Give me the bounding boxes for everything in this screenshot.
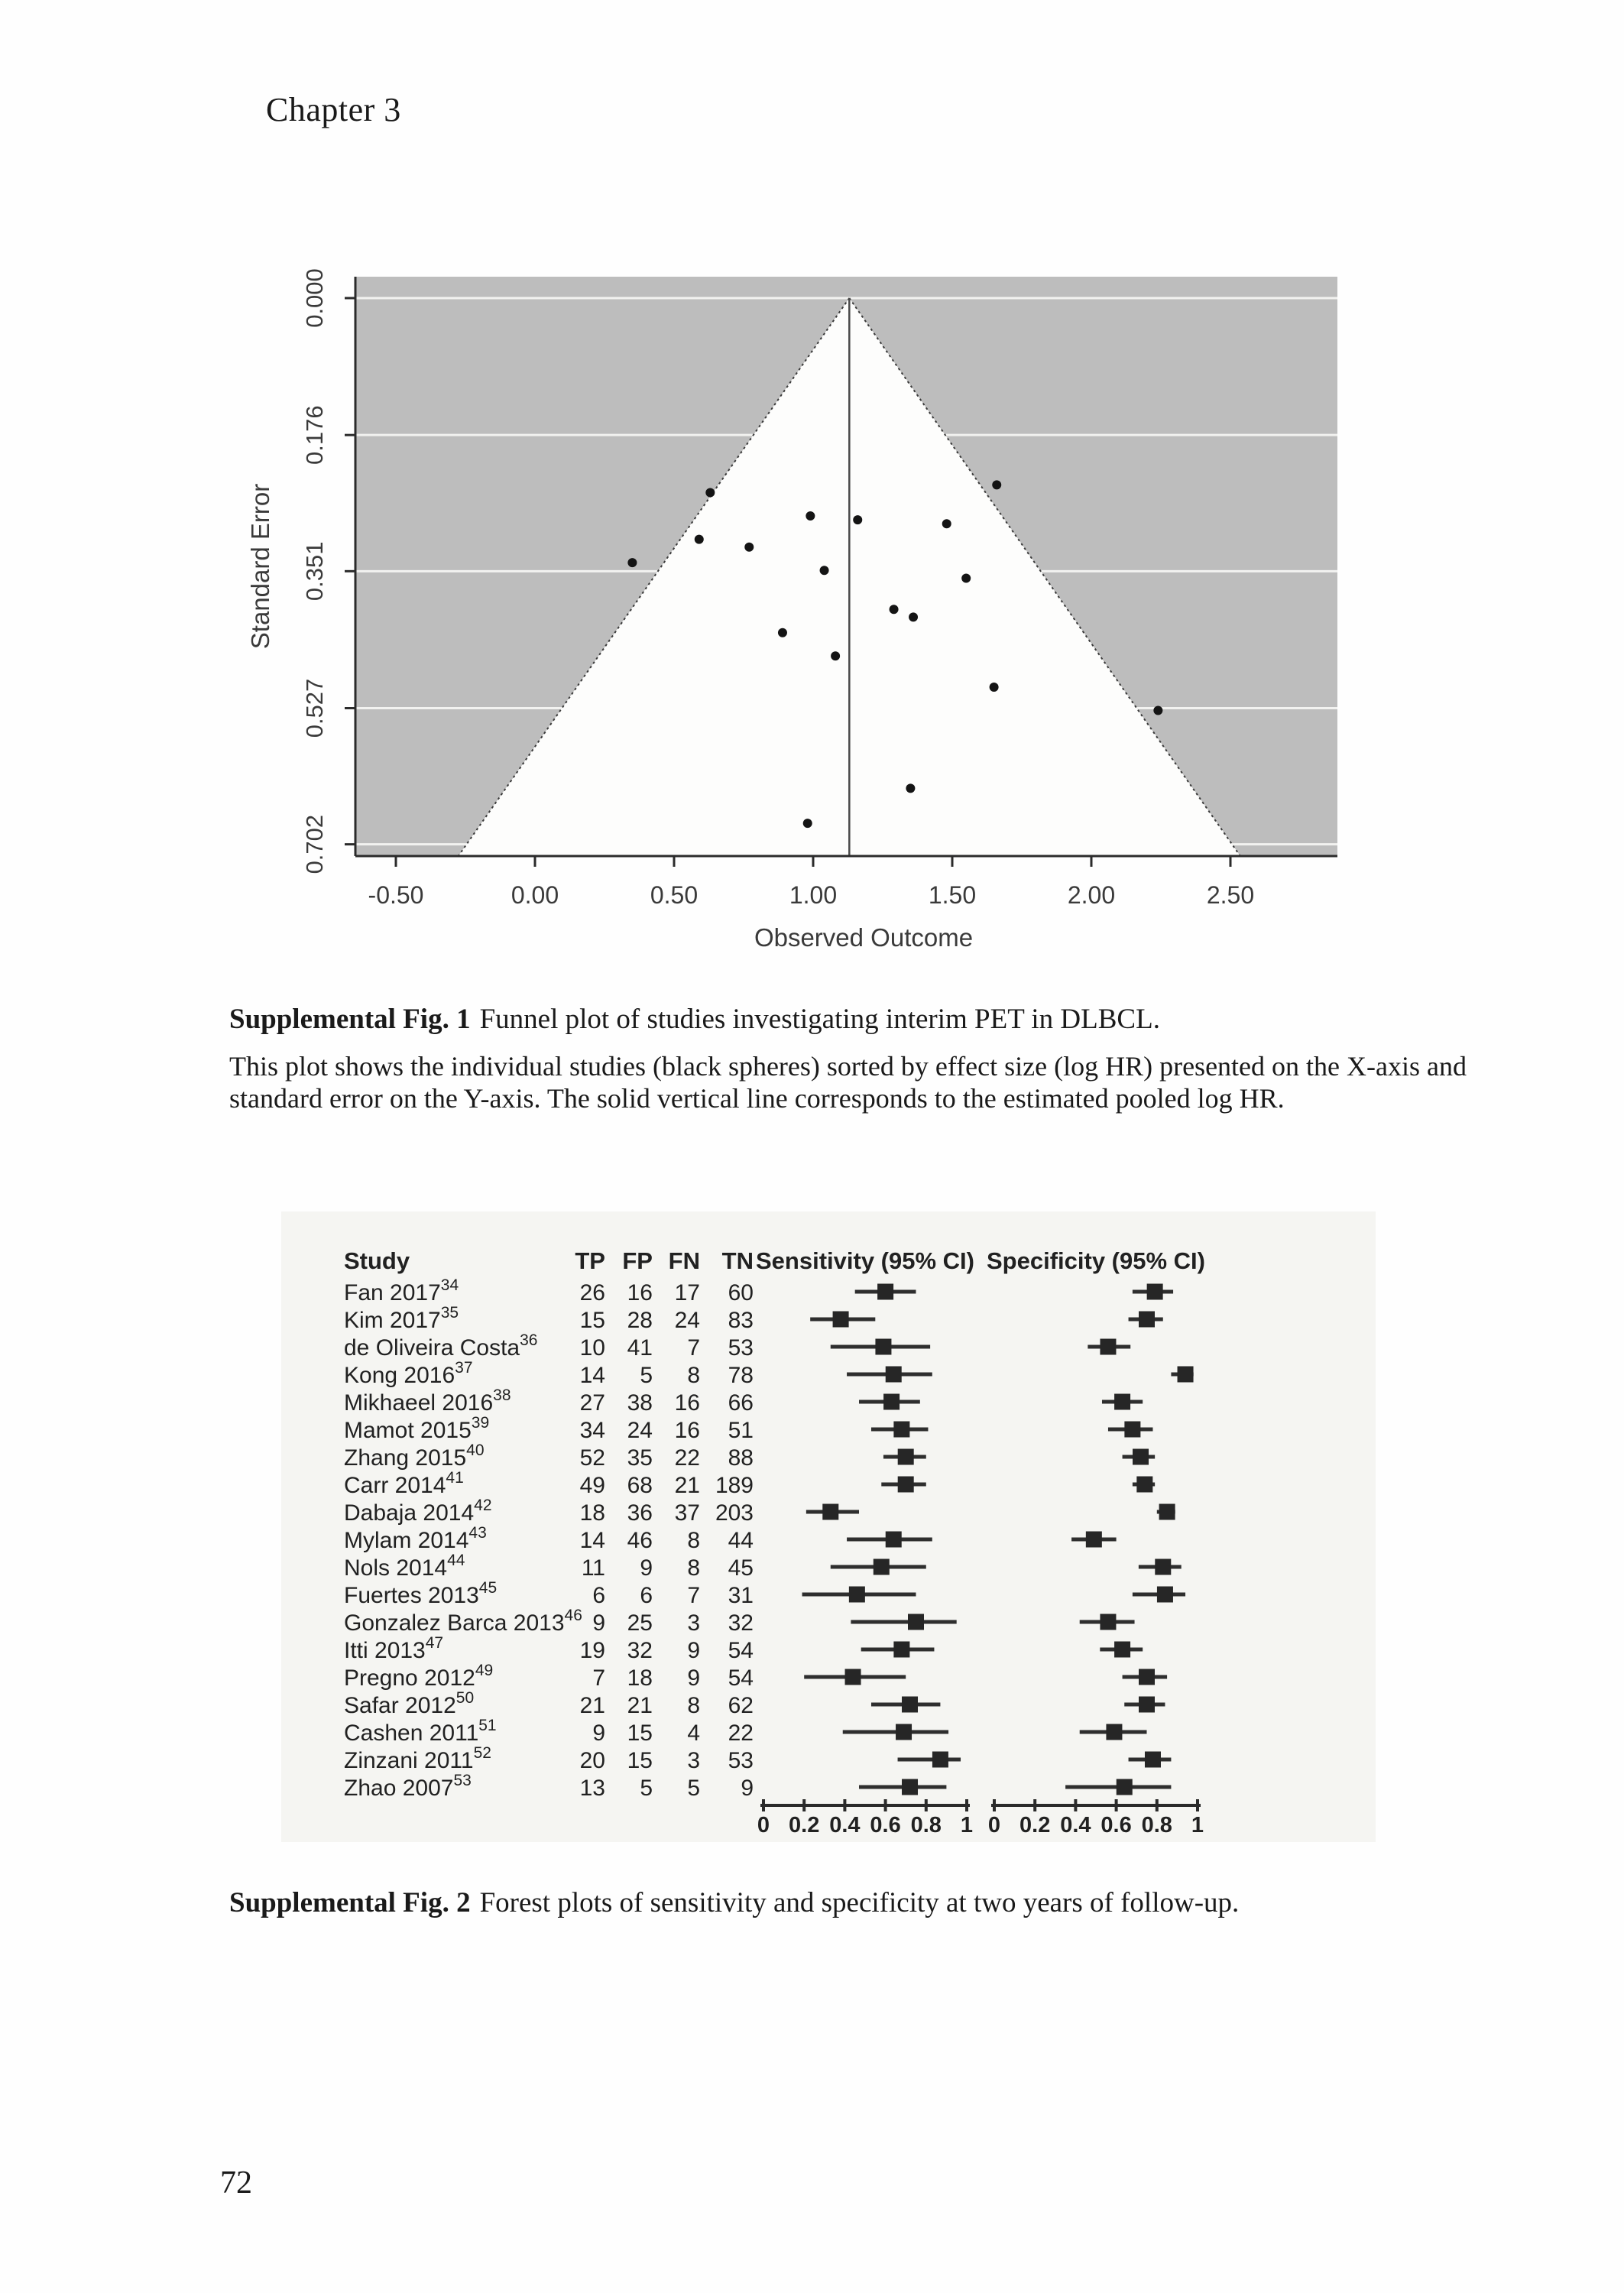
y-tick-label: 0.000 [301,268,328,328]
study-ref-superscript: 38 [493,1387,511,1404]
study-name: Pregno 2012$^{49}$ [344,1662,494,1691]
specificity-axis-tick-label: 0.6 [1100,1813,1132,1837]
specificity-axis-tick-label: 0.8 [1141,1813,1172,1837]
fn-value: 8 [687,1693,700,1718]
column-header-fp: FP [622,1247,653,1274]
study-ref-superscript: 39 [471,1414,490,1432]
study-ref-superscript: 42 [474,1497,492,1514]
specificity-point-estimate [1100,1339,1116,1355]
fig1-caption [229,1003,1490,1036]
specificity-axis-tick-label: 0.2 [1019,1813,1051,1837]
y-tick-label: 0.702 [301,814,328,874]
tp-value: 27 [579,1390,605,1416]
tn-value: 32 [728,1610,754,1636]
x-tick-label: 0.00 [511,881,559,909]
sensitivity-point-estimate [896,1724,912,1740]
study-ref-superscript: 46 [564,1607,582,1624]
fn-value: 3 [687,1748,700,1773]
fig1-description: This plot shows the individual studies (black spheres) sorted by effect size (log HR) presented on the X-axis and standard error on the Y-axis. The solid vertical line corresponds to the estimated pooled log HR. [229,1051,1467,1114]
sensitivity-point-estimate [902,1779,918,1795]
column-header-tp: TP [575,1247,605,1274]
study-ref-superscript: 50 [455,1689,475,1707]
fn-value: 9 [687,1665,700,1691]
fn-value: 21 [674,1473,700,1498]
tp-value: 9 [592,1721,605,1746]
study-point [890,605,899,614]
study-name: Zhang 2015$^{40}$ [344,1442,485,1471]
sensitivity-point-estimate [849,1587,865,1603]
sensitivity-point-estimate [932,1752,948,1768]
study-name: Fuertes 2013$^{45}$ [344,1579,498,1608]
study-name: Kim 2017$^{35}$ [344,1304,459,1333]
study-ref-superscript: 44 [447,1552,465,1569]
fp-value: 35 [627,1445,653,1471]
sensitivity-point-estimate [886,1367,902,1383]
fp-value: 68 [627,1473,653,1498]
sensitivity-point-estimate [902,1697,918,1713]
study-ref-superscript: 51 [478,1717,497,1734]
tn-value: 53 [728,1335,754,1361]
fp-value: 28 [627,1308,653,1333]
fp-value: 38 [627,1390,653,1416]
sensitivity-axis-tick-label: 0.6 [870,1813,901,1837]
study-name: Mylam 2014$^{43}$ [344,1524,487,1553]
tn-value: 203 [715,1500,754,1526]
study-ref-superscript: 37 [455,1359,473,1377]
study-point [695,535,704,544]
study-point [942,519,951,528]
tp-value: 6 [592,1583,605,1608]
specificity-point-estimate [1100,1614,1116,1630]
study-ref-superscript: 47 [425,1634,444,1652]
study-name: Fan 2017$^{34}$ [344,1276,459,1305]
study-ref-superscript: 40 [466,1442,485,1459]
fp-value: 6 [640,1583,653,1608]
fp-value: 25 [627,1610,653,1636]
column-header-study: Study [344,1247,410,1274]
fn-value: 16 [674,1390,700,1416]
fp-value: 5 [640,1776,653,1801]
tn-value: 54 [728,1665,754,1691]
study-point [803,819,812,828]
fig1-caption-label: Supplemental Fig. 1 [229,1004,471,1035]
specificity-point-estimate [1114,1394,1130,1410]
specificity-point-estimate [1133,1449,1149,1465]
y-tick-label: 0.176 [301,405,328,465]
tn-value: 22 [728,1721,754,1746]
study-ref-superscript: 49 [475,1662,494,1679]
x-tick-label: 1.50 [928,881,977,909]
study-name: de Oliveira Costa$^{36}$ [344,1331,538,1361]
fn-value: 3 [687,1610,700,1636]
page-number: 72 [220,2165,252,2201]
study-point [909,612,918,621]
y-tick-label: 0.527 [301,678,328,738]
fn-value: 16 [674,1418,700,1443]
sensitivity-point-estimate [874,1559,890,1575]
fn-value: 9 [687,1638,700,1663]
tp-value: 49 [579,1473,605,1498]
study-name: Itti 2013$^{47}$ [344,1634,444,1663]
fn-value: 37 [674,1500,700,1526]
y-tick-label: 0.351 [301,541,328,602]
fp-value: 5 [640,1363,653,1388]
chapter-heading: Chapter 3 [266,91,401,128]
sensitivity-point-estimate [898,1449,914,1465]
specificity-axis-tick-label: 0 [987,1813,1001,1837]
fp-value: 32 [627,1638,653,1663]
study-name: Carr 2014$^{41}$ [344,1469,464,1498]
fp-value: 9 [640,1555,653,1581]
fp-value: 24 [627,1418,653,1443]
study-point [806,511,815,521]
study-ref-superscript: 41 [446,1469,464,1487]
fn-value: 8 [687,1555,700,1581]
fn-value: 17 [674,1280,700,1305]
tp-value: 34 [579,1418,605,1443]
tn-value: 189 [715,1473,754,1498]
fp-value: 41 [627,1335,653,1361]
column-header-tn: TN [721,1247,754,1274]
fn-value: 7 [687,1335,700,1361]
fig2-caption-text: Forest plots of sensitivity and specificity at two years of follow-up. [479,1887,1240,1918]
study-name: Cashen 2011$^{51}$ [344,1717,497,1746]
specificity-point-estimate [1139,1312,1155,1328]
sensitivity-point-estimate [893,1422,909,1438]
fig2-panel [281,1211,1376,1842]
funnel-plot-figure [229,252,1391,978]
fn-value: 5 [687,1776,700,1801]
tn-value: 54 [728,1638,754,1663]
tn-value: 45 [728,1555,754,1581]
sensitivity-point-estimate [898,1477,914,1493]
fn-value: 4 [687,1721,700,1746]
fp-value: 18 [627,1665,653,1691]
tp-value: 19 [579,1638,605,1663]
study-ref-superscript: 53 [453,1772,472,1789]
sensitivity-axis-tick-label: 0 [757,1813,770,1837]
study-point [744,543,754,552]
study-name: Safar 2012$^{50}$ [344,1689,475,1718]
specificity-point-estimate [1157,1587,1173,1603]
tp-value: 15 [579,1308,605,1333]
fp-value: 15 [627,1748,653,1773]
specificity-axis-tick-label: 0.4 [1060,1813,1091,1837]
specificity-point-estimate [1106,1724,1122,1740]
tn-value: 31 [728,1583,754,1608]
tn-value: 88 [728,1445,754,1471]
specificity-point-estimate [1136,1477,1152,1493]
tp-value: 11 [581,1555,605,1581]
tp-value: 21 [579,1693,605,1718]
tn-value: 9 [741,1776,754,1801]
fn-value: 22 [674,1445,700,1471]
tn-value: 60 [728,1280,754,1305]
study-ref-superscript: 43 [468,1524,487,1542]
fig2-caption-label: Supplemental Fig. 2 [229,1887,471,1918]
fp-value: 16 [627,1280,653,1305]
specificity-point-estimate [1155,1559,1171,1575]
tp-value: 13 [579,1776,605,1801]
sensitivity-point-estimate [886,1532,902,1548]
fn-value: 24 [674,1308,700,1333]
study-ref-superscript: 35 [440,1304,459,1322]
specificity-point-estimate [1139,1669,1155,1685]
study-point [990,683,999,692]
sensitivity-point-estimate [893,1642,909,1658]
fig2-caption [229,1886,1528,1920]
study-point [705,488,715,498]
study-name: Dabaja 2014$^{42}$ [344,1497,492,1526]
column-header-fn: FN [668,1247,700,1274]
study-point [992,480,1001,489]
column-header-specificity: Specificity (95% CI) [987,1247,1205,1274]
study-point [906,783,915,793]
specificity-point-estimate [1147,1284,1163,1300]
study-name: Zinzani 2011$^{52}$ [344,1744,491,1773]
specificity-point-estimate [1145,1752,1161,1768]
study-point [627,558,637,567]
x-tick-label: 2.00 [1067,881,1116,909]
study-name: Zhao 2007$^{53}$ [344,1772,472,1801]
tn-value: 83 [728,1308,754,1333]
tp-value: 7 [592,1665,605,1691]
study-name: Mikhaeel 2016$^{38}$ [344,1387,511,1416]
specificity-point-estimate [1124,1422,1140,1438]
tp-value: 14 [579,1528,605,1553]
fp-value: 46 [627,1528,653,1553]
study-ref-superscript: 36 [520,1331,538,1349]
sensitivity-point-estimate [822,1504,838,1520]
x-tick-label: 0.50 [650,881,699,909]
tp-value: 52 [579,1445,605,1471]
sensitivity-point-estimate [877,1284,893,1300]
fn-value: 8 [687,1528,700,1553]
study-ref-superscript: 34 [440,1276,459,1294]
study-ref-superscript: 52 [473,1744,491,1762]
x-tick-label: 1.00 [789,881,838,909]
study-name: Mamot 2015$^{39}$ [344,1414,490,1443]
sensitivity-point-estimate [908,1614,924,1630]
fig1-caption-text: Funnel plot of studies investigating interim PET in DLBCL. [479,1004,1160,1035]
tp-value: 10 [579,1335,605,1361]
study-point [961,573,971,582]
tp-value: 26 [579,1280,605,1305]
fn-value: 8 [687,1363,700,1388]
fp-value: 36 [627,1500,653,1526]
specificity-axis-tick-label: 1 [1191,1813,1204,1837]
x-tick-label: 2.50 [1206,881,1255,909]
specificity-point-estimate [1114,1642,1130,1658]
sensitivity-point-estimate [833,1312,849,1328]
x-axis-title: Observed Outcome [754,923,974,952]
specificity-point-estimate [1178,1367,1194,1383]
sensitivity-axis-tick-label: 0.4 [829,1813,861,1837]
column-header-sensitivity: Sensitivity (95% CI) [756,1247,974,1274]
x-tick-label: -0.50 [368,881,424,909]
study-point [778,628,787,637]
study-point [831,651,840,660]
fp-value: 15 [627,1721,653,1746]
tp-value: 20 [579,1748,605,1773]
specificity-point-estimate [1139,1697,1155,1713]
sensitivity-axis-tick-label: 0.2 [789,1813,820,1837]
tp-value: 18 [579,1500,605,1526]
fn-value: 7 [687,1583,700,1608]
study-name: Kong 2016$^{37}$ [344,1359,473,1388]
specificity-point-estimate [1117,1779,1133,1795]
sensitivity-axis-tick-label: 1 [960,1813,974,1837]
study-point [1153,706,1162,715]
y-axis-title: Standard Error [246,483,274,650]
study-ref-superscript: 45 [478,1579,498,1597]
specificity-point-estimate [1086,1532,1102,1548]
study-name: Nols 2014$^{44}$ [344,1552,465,1581]
tp-value: 14 [579,1363,605,1388]
tn-value: 78 [728,1363,754,1388]
sensitivity-axis-tick-label: 0.8 [910,1813,942,1837]
tn-value: 62 [728,1693,754,1718]
study-point [820,566,829,575]
tn-value: 51 [728,1418,754,1443]
tn-value: 53 [728,1748,754,1773]
specificity-point-estimate [1159,1504,1175,1520]
study-point [853,515,862,524]
sensitivity-point-estimate [845,1669,861,1685]
tn-value: 66 [728,1390,754,1416]
forest-plot-figure [281,1211,1376,1842]
sensitivity-point-estimate [883,1394,900,1410]
tp-value: 9 [592,1610,605,1636]
study-name: Gonzalez Barca 2013$^{46}$ [344,1607,582,1636]
tn-value: 44 [728,1528,754,1553]
sensitivity-point-estimate [875,1339,891,1355]
fp-value: 21 [627,1693,653,1718]
